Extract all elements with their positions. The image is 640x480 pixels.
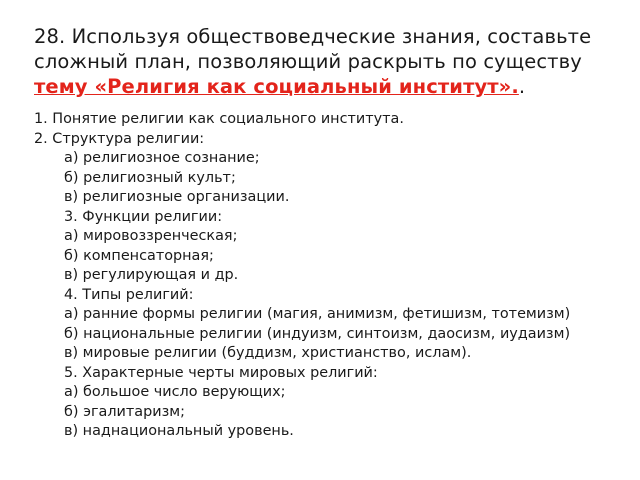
plan-subitem: б) эгалитаризм; — [64, 403, 185, 420]
plan-subitem: а) мировоззренческая; — [64, 228, 238, 244]
plan-item-3: 3. Функции религии: — [64, 208, 223, 225]
plan-item-4: 4. Типы религий: — [64, 286, 194, 303]
plan-item-1: 1. Понятие религии как социального института. — [34, 111, 404, 127]
plan-subitem: б) компенсаторная; — [64, 247, 214, 264]
task-intro: 28. Используя обществоведческие знания, составьте сложный план, позволяющий раскрыть по существу — [34, 25, 592, 73]
task-end: . — [518, 75, 526, 98]
plan-subitem: а) ранние формы религии (магия, анимизм, фетишизм, тотемизм) — [64, 306, 571, 322]
task-topic: тему «Религия как социальный институт». — [34, 75, 519, 98]
plan-subitem: в) мировые религии (буддизм, христианство, ислам). — [64, 345, 472, 361]
plan-subitem: б) национальные религии (индуизм, синтоизм, даосизм, иудаизм) — [64, 325, 571, 342]
task-statement — [34, 24, 624, 99]
plan-subitem: в) наднациональный уровень. — [64, 423, 294, 439]
plan-subitem: в) регулирующая и др. — [64, 267, 239, 283]
plan-subitem: а) религиозное сознание; — [64, 150, 260, 166]
plan-subitem: в) религиозные организации. — [64, 189, 290, 205]
plan-item-5: 5. Характерные черты мировых религий: — [64, 364, 378, 381]
plan-subitem: а) большое число верующих; — [64, 384, 286, 400]
plan-item-2: 2. Структура религии: — [34, 130, 205, 147]
plan-list — [34, 110, 624, 442]
plan-subitem: б) религиозный культ; — [64, 169, 236, 186]
